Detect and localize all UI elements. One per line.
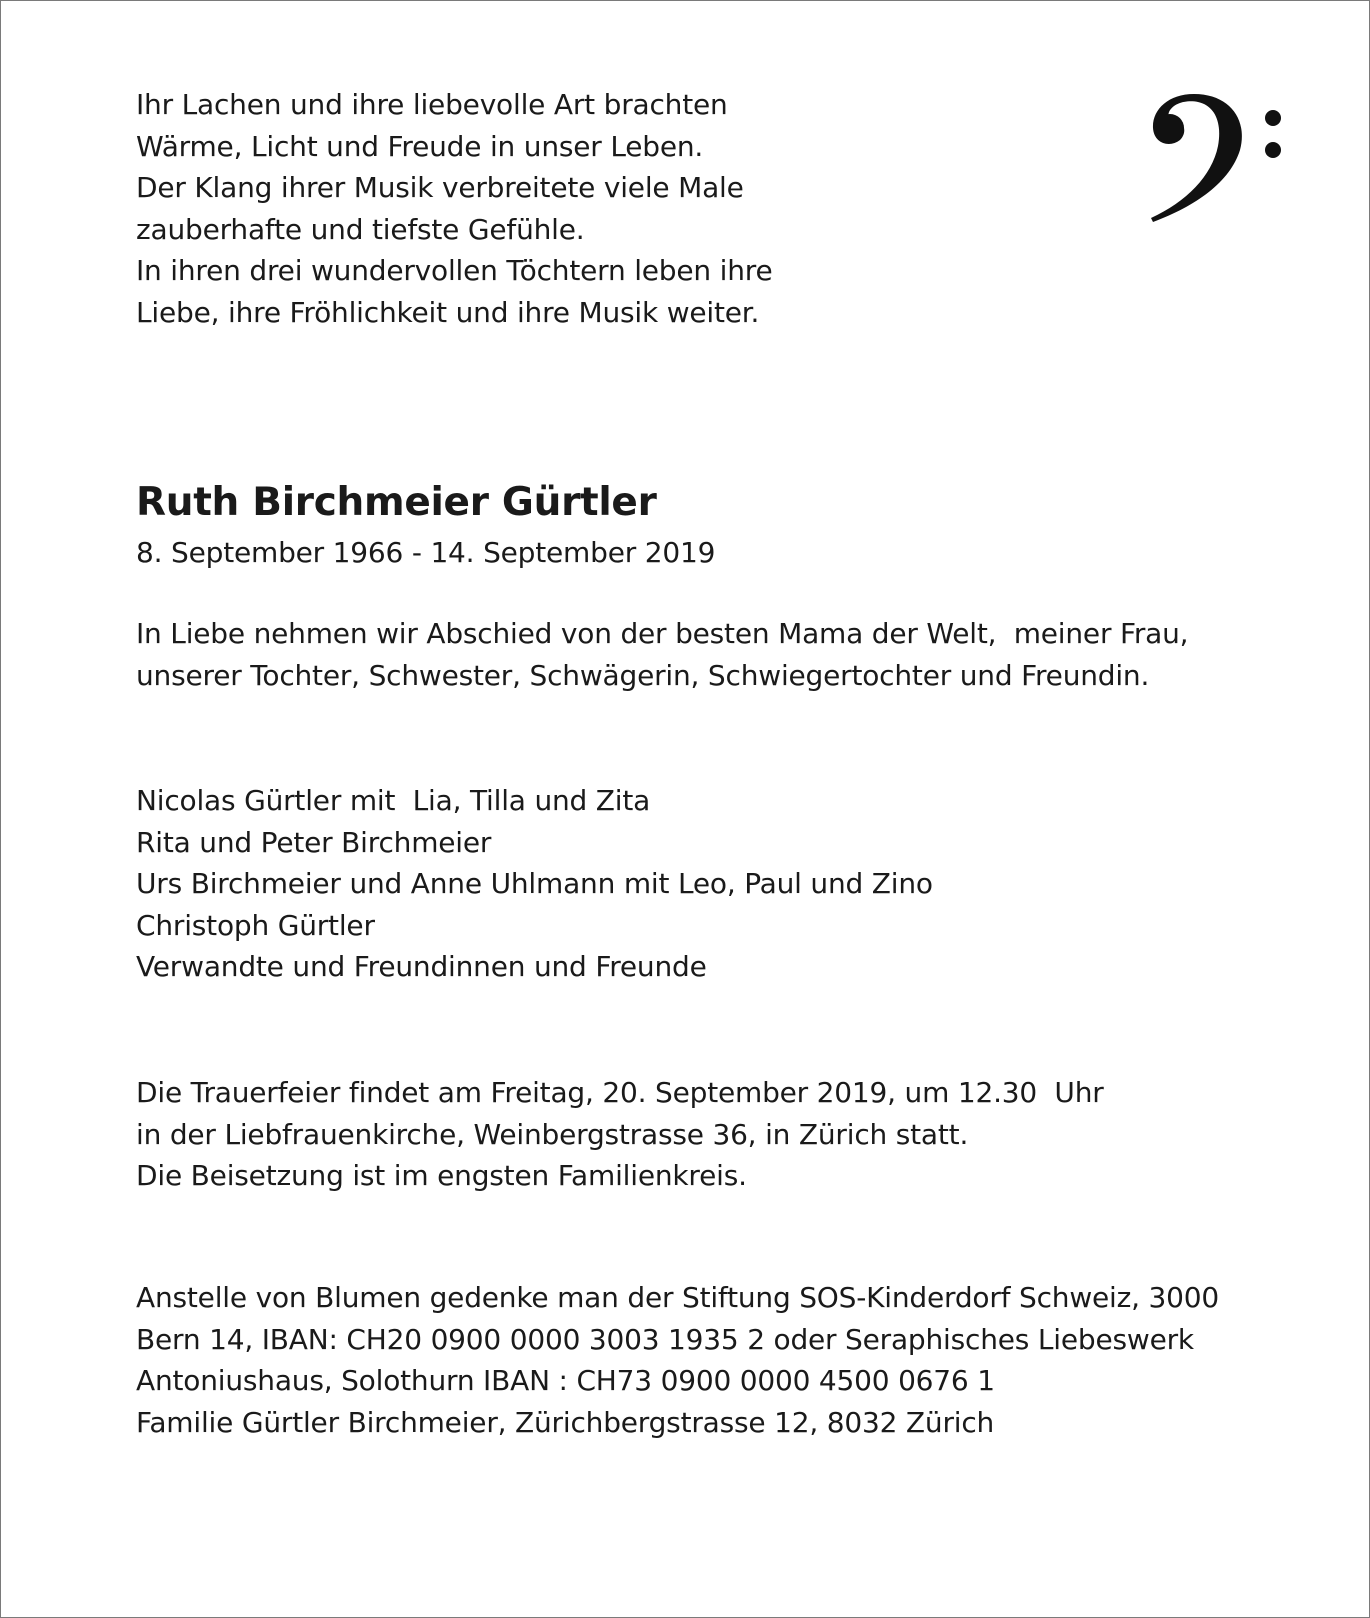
deceased-name-block [136,480,657,526]
mourners-list [136,780,933,988]
donation-line: Bern 14, IBAN: CH20 0900 0000 3003 1935 2 oder Seraphisches Liebeswerk [136,1322,1194,1356]
donation-line: Antoniushaus, Solothurn IBAN : CH73 0900 0000 4500 0676 1 [136,1364,995,1397]
farewell-line: unserer Tochter, Schwester, Schwägerin, Schwiegertochter und Freundin. [136,658,1150,692]
service-line: Die Beisetzung ist im engsten Familienkreis. [136,1159,747,1192]
mourner-line: Nicolas Gürtler mit Lia, Tilla und Zita [136,784,651,817]
verse-line: Ihr Lachen und ihre liebevolle Art brachten [136,88,728,121]
mourner-line: Rita und Peter Birchmeier [136,825,492,859]
verse-line: Liebe, ihre Fröhlichkeit und ihre Musik weiter. [136,295,760,329]
mourner-line: Verwandte und Freundinnen und Freunde [136,950,707,983]
family-address: Familie Gürtler Birchmeier, Zürichbergstrasse 12, 8032 Zürich [136,1405,995,1439]
farewell-text [136,613,1188,696]
deceased-name: Ruth Birchmeier Gürtler [136,480,657,525]
life-dates-block [136,532,715,574]
mourner-line: Christoph Gürtler [136,908,375,942]
verse-line: In ihren drei wundervollen Töchtern leben ihre [136,254,773,287]
mourner-line: Urs Birchmeier und Anne Uhlmann mit Leo, Paul und Zino [136,867,933,900]
verse-line: zauberhafte und tiefste Gefühle. [136,212,585,246]
verse-line: Der Klang ihrer Musik verbreitete viele Male [136,171,744,204]
service-line: in der Liebfrauenkirche, Weinbergstrasse 36, in Zürich statt. [136,1117,969,1151]
donation-line: Anstelle von Blumen gedenke man der Stiftung SOS-Kinderdorf Schweiz, 3000 [136,1281,1219,1314]
verse-line: Wärme, Licht und Freude in unser Leben. [136,129,704,163]
donation-info [136,1277,1219,1443]
service-line: Die Trauerfeier findet am Freitag, 20. September 2019, um 12.30 Uhr [136,1076,1104,1109]
life-dates: 8. September 1966 - 14. September 2019 [136,536,716,569]
bass-clef-icon [1150,90,1290,226]
memorial-verse [136,84,773,333]
funeral-service-info [136,1072,1104,1197]
farewell-line: In Liebe nehmen wir Abschied von der besten Mama der Welt, meiner Frau, [136,617,1189,650]
